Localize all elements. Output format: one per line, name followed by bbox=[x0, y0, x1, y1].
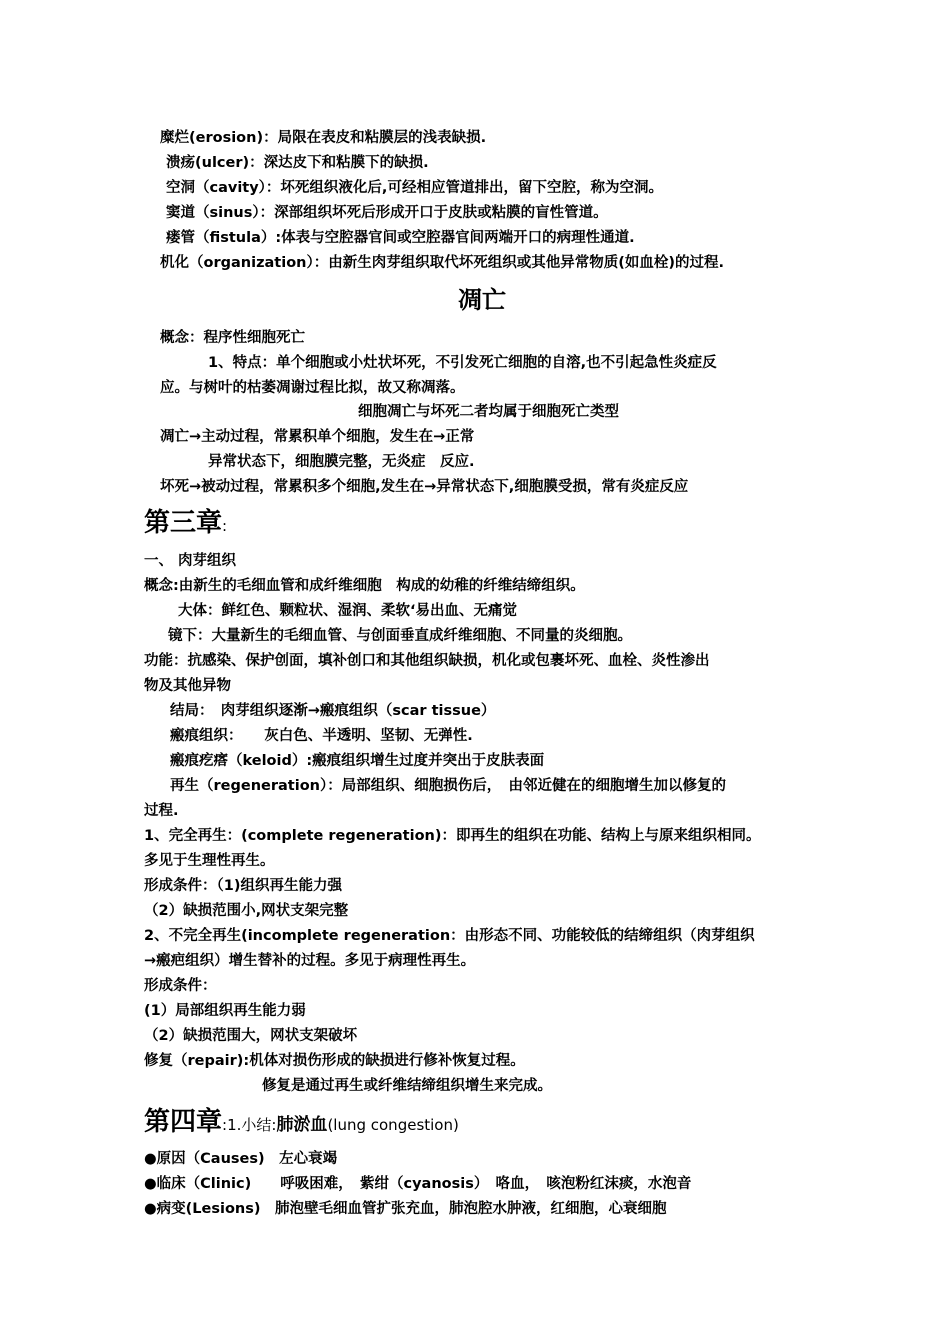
chapter-title-text: 第三章 bbox=[144, 508, 223, 538]
text-line: 形成条件： bbox=[144, 978, 217, 994]
text-line: 结局： 肉芽组织逐渐→瘢痕组织（scar tissue） bbox=[170, 703, 496, 719]
text-line: 功能：抗感染、保护创面，填补创口和其他组织缺损，机化或包裹坏死、血栓、炎性渗出 bbox=[144, 653, 710, 669]
text-line: 一、 肉芽组织 bbox=[144, 553, 237, 569]
text-line: 窦道（sinus）：深部组织坏死后形成开口于皮肤或粘膜的盲性管道。 bbox=[166, 205, 608, 221]
text-line: 坏死→被动过程，常累积多个细胞,发生在→异常状态下,细胞膜受损，常有炎症反应 bbox=[160, 479, 689, 495]
chapter-title bbox=[144, 1106, 459, 1141]
list-item: ●病变(Lesions) 肺泡壁毛细血管扩张充血，肺泡腔水肿液，红细胞，心衰细胞 bbox=[144, 1201, 667, 1217]
text-line: 空洞（cavity）：坏死组织液化后,可经相应管道排出，留下空腔，称为空洞。 bbox=[166, 180, 663, 196]
text-line: 糜烂(erosion)：局限在表皮和粘膜层的浅表缺损. bbox=[160, 130, 487, 146]
text-line: 概念:由新生的毛细血管和成纤维细胞 构成的幼稚的纤维结缔组织。 bbox=[144, 578, 585, 594]
text-line: 形成条件：（1)组织再生能力强 bbox=[144, 878, 342, 894]
chapter-title-text: 第四章 bbox=[144, 1107, 223, 1137]
text-line: （2）缺损范围大，网状支架破坏 bbox=[144, 1028, 358, 1044]
text-line: 物及其他异物 bbox=[144, 678, 231, 694]
text-line: 瘢痕组织： 灰白色、半透明、坚韧、无弹性. bbox=[170, 728, 473, 744]
text-line: 镜下：大量新生的毛细血管、与创面垂直成纤维细胞、不同量的炎细胞。 bbox=[168, 628, 632, 644]
text-line: 过程. bbox=[144, 803, 179, 819]
text-line: 瘢痕疙瘩（keloid）:瘢痕组织增生过度并突出于皮肤表面 bbox=[170, 753, 545, 769]
chapter-subtitle-b: 肺淤血 bbox=[276, 1115, 328, 1135]
text-line: 2、不完全再生(incomplete regeneration：由形态不同、功能较低的结缔组织（肉芽组织 bbox=[144, 928, 755, 944]
chapter-subtitle-a: :1.小结: bbox=[222, 1116, 277, 1134]
text-line: 瘘管（fistula）:体表与空腔器官间或空腔器官间两端开口的病理性通道. bbox=[166, 230, 635, 246]
text-line: 应。与树叶的枯萎凋谢过程比拟，故又称凋落。 bbox=[160, 380, 465, 396]
text-line: 凋亡→主动过程，常累积单个细胞，发生在→正常 bbox=[160, 429, 475, 445]
text-line: （2）缺损范围小,网状支架完整 bbox=[144, 903, 349, 919]
text-line: 溃疡(ulcer)：深达皮下和粘膜下的缺损. bbox=[166, 155, 429, 171]
section-title: 凋亡 bbox=[458, 286, 506, 314]
text-line: 异常状态下，细胞膜完整，无炎症 反应. bbox=[208, 454, 475, 470]
text-line: 再生（regeneration）：局部组织、细胞损伤后， 由邻近健在的细胞增生加以修复的 bbox=[170, 778, 726, 794]
chapter-title-suffix: : bbox=[222, 517, 228, 535]
text-line: 细胞凋亡与坏死二者均属于细胞死亡类型 bbox=[358, 404, 619, 420]
list-item: ●临床（Clinic) 呼吸困难， 紫绀（cyanosis） 咯血， 咳泡粉红沫痰，水泡音 bbox=[144, 1176, 692, 1192]
text-line: 概念：程序性细胞死亡 bbox=[160, 330, 305, 346]
chapter-title bbox=[144, 507, 227, 542]
chapter-subtitle-c: (lung congestion) bbox=[327, 1116, 459, 1134]
text-line: 1、完全再生：(complete regeneration)：即再生的组织在功能、结构上与原来组织相同。 bbox=[144, 828, 761, 844]
list-item: ●原因（Causes) 左心衰竭 bbox=[144, 1151, 338, 1167]
text-line: →瘢疤组织）增生替补的过程。多见于病理性再生。 bbox=[144, 953, 476, 969]
text-line: 大体：鲜红色、颗粒状、湿润、柔软‘易出血、无痛觉 bbox=[178, 603, 518, 619]
text-line: 多见于生理性再生。 bbox=[144, 853, 275, 869]
text-line: 1、特点：单个细胞或小灶状坏死，不引发死亡细胞的自溶,也不引起急性炎症反 bbox=[208, 355, 717, 371]
text-line: (1）局部组织再生能力弱 bbox=[144, 1003, 306, 1019]
text-line: 修复（repair):机体对损伤形成的缺损进行修补恢复过程。 bbox=[144, 1053, 525, 1069]
text-line: 修复是通过再生或纤维结缔组织增生来完成。 bbox=[262, 1078, 552, 1094]
text-line: 机化（organization）：由新生肉芽组织取代坏死组织或其他异常物质(如血栓)的过程. bbox=[160, 255, 724, 271]
